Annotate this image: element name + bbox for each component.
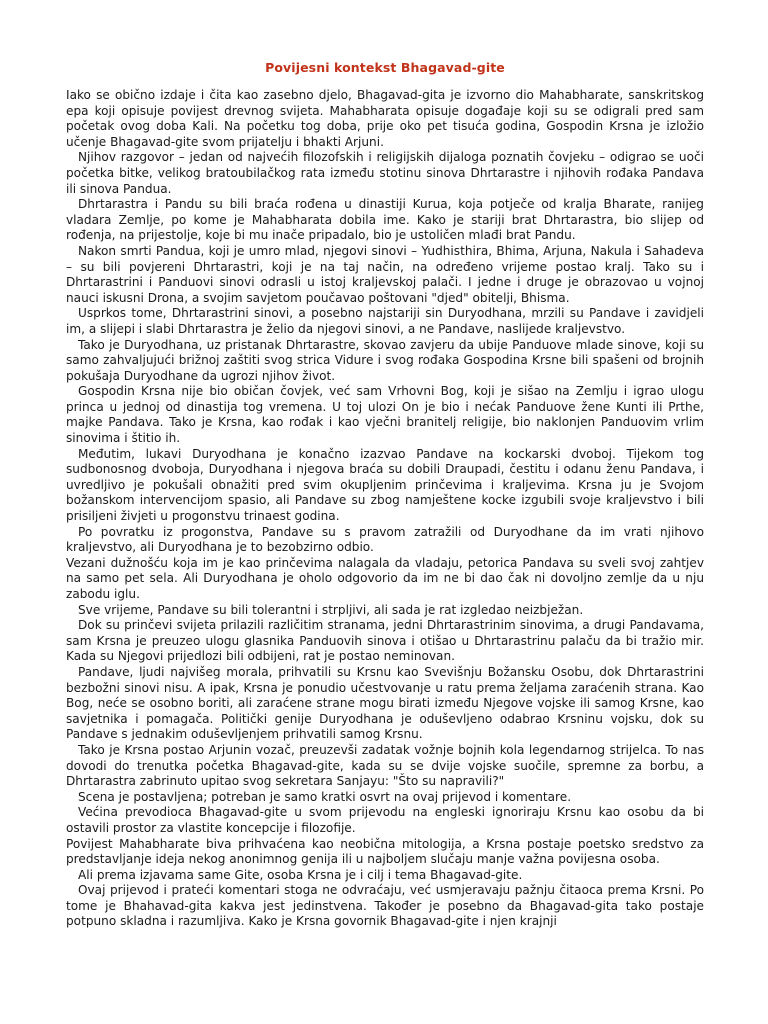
paragraph: Usprkos tome, Dhrtarastrini sinovi, a posebno najstariji sin Duryodhana, mrzili su Pandave i zavidjeli im, a slijepi i slabi Dhrtarastra je želio da njegovi sinovi, a ne Pandave, naslijede kraljevstvo. xyxy=(66,306,704,336)
paragraph: Većina prevodioca Bhagavad-gite u svom prijevodu na engleski ignoriraju Krsnu kao osobu da bi ostavili prostor za vlastite koncepcije i filozofije. xyxy=(66,805,704,835)
paragraph: Njihov razgovor – jedan od najvećih filozofskih i religijskih dijaloga poznatih čovjeku – odigrao se uoči početka bitke, velikog bratoubilačkog rata između stotinu sinova Dhrtarastre i njihovih rođaka Pandava ili sinova Pandua. xyxy=(66,150,704,196)
paragraph: Dok su prinčevi svijeta prilazili različitim stranama, jedni Dhrtarastrinim sinovima, a drugi Pandavama, sam Krsna je preuzeo ulogu glasnika Panduovih sinova i otišao u Dhrtarastrinu palaču da bi tražio mir. Kada su Njegovi prijedlozi bili odbijeni, rat je postao neminovan. xyxy=(66,618,704,664)
paragraph: Dhrtarastra i Pandu su bili braća rođena u dinastiji Kurua, koja potječe od kralja Bharate, ranijeg vladara Zemlje, po kome je Mahabharata dobila ime. Kako je stariji brat Dhrtarastra, bio slijep od rođenja, na prijestolje, koje bi mu inače pripadalo, bio je ustoličen mlađi brat Pandu. xyxy=(66,197,704,243)
document-title: Povijesni kontekst Bhagavad-gite xyxy=(265,60,505,75)
paragraph: Po povratku iz progonstva, Pandave su s pravom zatražili od Duryodhane da im vrati njihovo kraljevstvo, ali Duryodhana je to bezobzirno odbio. xyxy=(66,524,704,555)
paragraph: Sve vrijeme, Pandave su bili tolerantni i strpljivi, ali sada je rat izgledao neizbježan. xyxy=(78,602,584,617)
paragraph: Tako je Krsna postao Arjunin vozač, preuzevši zadatak vožnje bojnih kola legendarnog strijelca. To nas dovodi do trenutka početka Bhagavad-gite, kada su se dvije vojske suočile, spremne za borbu, a Dhrtarastra zabrinuto upitao svog sekretara Sanjayu: "Što su napravili?" xyxy=(66,742,704,789)
paragraph: Iako se obično izdaje i čita kao zasebno djelo, Bhagavad-gita je izvorno dio Mahabharate, sanskritskog epa koji opisuje povijest drevnog svijeta. Mahabharata opisuje događaje koji su se odigrali pred sam početak ovog doba Kali. Na početku tog doba, prije oko pet tisuća godina, Gospodin Krsna je izložio učenje Bhagavad-gite svom prijatelju i bhakti Arjuni. xyxy=(66,88,704,149)
paragraph: Vezani dužnošću koja im je kao prinčevima nalagala da vladaju, petorica Pandava su sveli svoj zahtjev na samo pet sela. Ali Duryodhana je oholo odgovorio da im ne bi dao čak ni dovoljno zemlje da u nju zabodu iglu. xyxy=(66,555,704,601)
paragraph: Pandave, ljudi najvišeg morala, prihvatili su Krsnu kao Svevišnju Božansku Osobu, dok Dhrtarastrini bezbožni sinovi nisu. A ipak, Krsna je ponudio učestvovanje u ratu prema željama zaraćenih strana. Kao Bog, neće se osobno boriti, ali zaraćene strane mogu birati između Njegove vojske ili samog Krsne, kao savjetnika i pomagača. Politički genije Duryodhana je oduševljeno odabrao Krsninu vojsku, dok su Pandave s jednakim oduševljenjem prihvatili samog Krsnu. xyxy=(66,664,704,742)
paragraph: Međutim, lukavi Duryodhana je konačno izazvao Pandave na kockarski dvoboj. Tijekom tog sudbonosnog dvoboja, Duryodhana i njegova braća su dobili Draupadi, čestitu i odanu ženu Pandava, i uvredljivo je pokušali obnažiti pred svim okupljenim prinčevima i kraljevima. Krsna ju je Svojom božanskom intervencijom spasio, ali Pandave su zbog namještene kocke izgubili svoje kraljevstvo i bili prisiljeni živjeti u progonstvu trinaest godina. xyxy=(66,446,704,524)
paragraph: Gospodin Krsna nije bio običan čovjek, već sam Vrhovni Bog, koji je sišao na Zemlju i igrao ulogu princa u jednoj od dinastija tog vremena. U toj ulozi On je bio i nećak Panduove žene Kunti ili Prthe, majke Pandava. Tako je Krsna, kao rođak i kao vječni branitelj religije, bio naklonjen Panduovim vrlim sinovima i štitio ih. xyxy=(66,384,704,446)
paragraph: Nakon smrti Pandua, koji je umro mlad, njegovi sinovi – Yudhisthira, Bhima, Arjuna, Nakula i Sahadeva – su bili povjereni Dhrtarastri, koji je na taj način, na određeno vrijeme postao kralj. Tako su i Dhrtarastrini i Panduovi sinovi odrasli u istoj kraljevskoj palači. I jedne i druge je obrazovao u vojnoj nauci iskusni Drona, a svojim savjetom poučavao poštovani "djed" obitelji, Bhisma. xyxy=(66,243,704,305)
paragraph: Scena je postavljena; potreban je samo kratki osvrt na ovaj prijevod i komentare. xyxy=(78,789,572,804)
paragraph: Ali prema izjavama same Gite, osoba Krsna je i cilj i tema Bhagavad-gite. xyxy=(78,867,523,882)
paragraph: Povijest Mahabharate biva prihvaćena kao neobična mitologija, a Krsna postaje poetsko sredstvo za predstavljanje ideja nekog anonimnog genija ili u najboljem slučaju manje važna povijesna osoba. xyxy=(66,836,704,867)
paragraph: Ovaj prijevod i prateći komentari stoga ne odvraćaju, već usmjeravaju pažnju čitaoca prema Krsni. Po tome je Bhahavad-gita kakva jest jedinstvena. Također je posebno da Bhagavad-gita tako postaje potpuno skladna i razumljiva. Kako je Krsna govornik Bhagavad-gite i njen krajnji xyxy=(66,883,704,929)
document-page xyxy=(66,60,704,930)
paragraph: Tako je Duryodhana, uz pristanak Dhrtarastre, skovao zavjeru da ubije Panduove mlade sinove, koji su samo zahvaljujući brižnoj zaštiti svog strica Vidure i svog rođaka Gospodina Krsne bili spašeni od brojnih pokušaja Duryodhane da ugrozi njihov život. xyxy=(66,337,704,383)
document-body xyxy=(66,88,704,930)
